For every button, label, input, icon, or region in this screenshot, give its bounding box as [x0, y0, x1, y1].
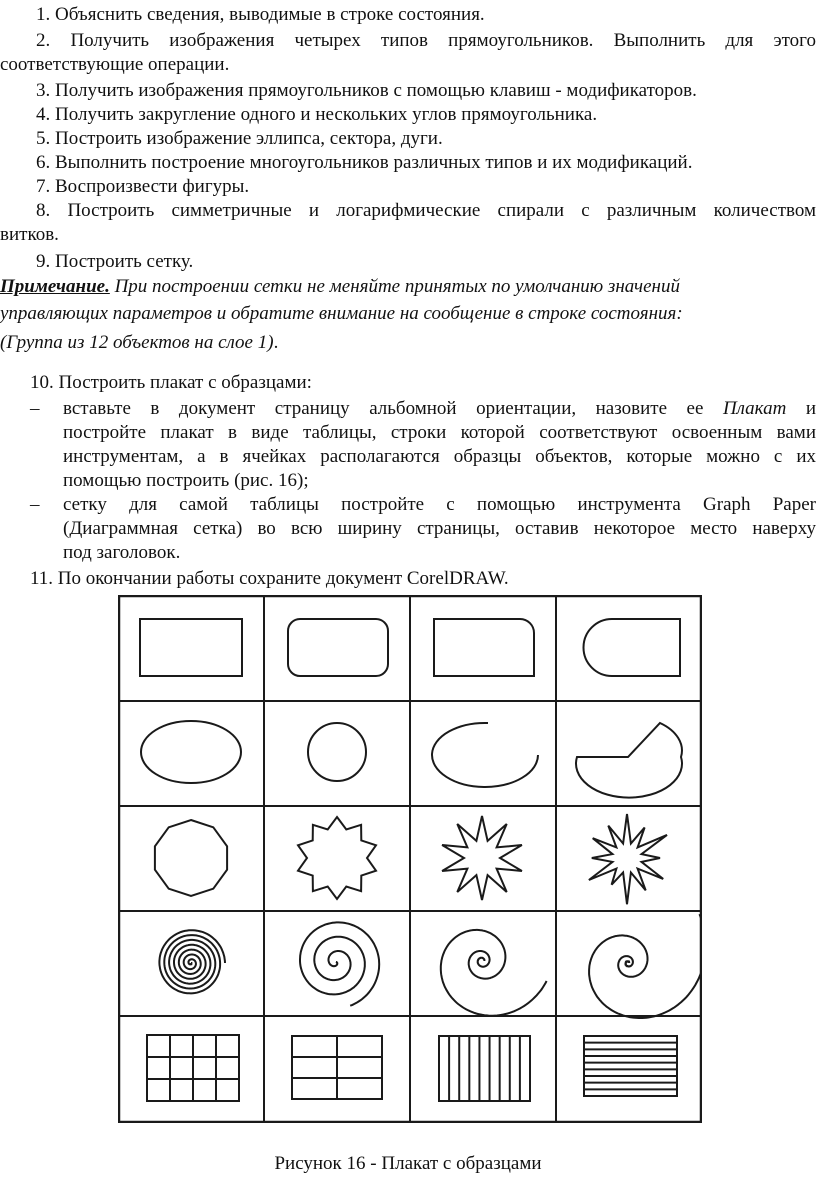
- rectangle-shape: [140, 619, 242, 676]
- note-label: Примечание.: [0, 276, 110, 297]
- circle-shape: [308, 723, 366, 781]
- arc-shape: [432, 723, 538, 787]
- vertical-lines-grid-shape: [439, 1036, 530, 1101]
- bullet-dash-1: –: [30, 398, 40, 419]
- item-text: По окончании работы сохраните документ CorelDRAW.: [57, 568, 509, 589]
- symmetric-spiral-shape: [300, 922, 379, 1005]
- list-item-11: [30, 567, 509, 591]
- item-number: 1.: [36, 4, 51, 25]
- item-number: 9.: [36, 251, 51, 272]
- item-text: Воспроизвести фигуры.: [55, 176, 250, 197]
- bullet-1-line-1: [63, 397, 816, 421]
- item-number: 6.: [36, 152, 51, 173]
- item-text: Получить закругление одного и нескольких углов прямоугольника.: [55, 104, 598, 125]
- star-shape: [442, 816, 522, 900]
- item-text: Объяснить сведения, выводимые в строке состояния.: [55, 4, 485, 25]
- item-number: 11.: [30, 568, 54, 589]
- pie-sector-shape: [576, 723, 682, 798]
- note-status-message: (Группа из 12 объектов на слое 1): [0, 332, 274, 353]
- note-line-1: [0, 275, 680, 299]
- list-item-9: [36, 250, 193, 274]
- ellipse-shape: [141, 721, 241, 783]
- poster-figure: [118, 595, 702, 1123]
- item-text: Построить симметричные и логарифмические спирали с различным количеством: [67, 200, 816, 221]
- grid-4x3-shape: [147, 1035, 239, 1101]
- page-name: Плакат: [722, 398, 787, 419]
- note-line-3: [0, 331, 278, 355]
- list-item-4: [36, 103, 597, 127]
- symmetric-spiral-dense-shape: [159, 930, 225, 993]
- list-item-5: [36, 127, 443, 151]
- list-item-6: [36, 151, 692, 175]
- note-period: .: [273, 332, 279, 353]
- decagon-shape: [155, 820, 227, 896]
- list-item-1: [36, 3, 485, 27]
- bullet-1-line-2: постройте плакат в виде таблицы, строки которой соответствуют освоенным вами: [63, 422, 816, 443]
- item-text: Построить плакат с образцами:: [58, 372, 312, 393]
- logarithmic-spiral-tight-shape: [589, 914, 702, 1018]
- item-text: Построить изображение эллипса, сектора, дуги.: [55, 128, 443, 149]
- list-item-8-cont: витков.: [0, 224, 59, 245]
- note-text: При построении сетки не меняйте принятых по умолчанию значений: [114, 276, 680, 297]
- two-corners-rounded-rectangle-shape: [584, 619, 681, 676]
- list-item-7: [36, 175, 249, 199]
- list-item-10: [30, 371, 312, 395]
- bullet-2-line-1: сетку для самой таблицы постройте с помощью инструмента Graph Paper: [63, 494, 816, 515]
- rounded-rectangle-shape: [288, 619, 388, 676]
- figure-caption: Рисунок 16 - Плакат с образцами: [274, 1153, 542, 1174]
- bullet-text: вставьте в документ страницу альбомной ориентации, назовите ее: [63, 398, 704, 419]
- complex-star-shape: [589, 814, 667, 904]
- bullet-2-line-2: (Диаграммная сетка) во всю ширину страницы, оставив некоторое место наверху: [63, 518, 816, 539]
- item-number: 2.: [36, 30, 51, 51]
- item-number: 10.: [30, 372, 54, 393]
- horizontal-lines-grid-shape: [584, 1036, 677, 1096]
- star-polygon-shape: [298, 817, 376, 899]
- bullet-2-line-3: под заголовок.: [63, 542, 181, 563]
- list-item-3: [36, 79, 697, 103]
- list-item-8: [36, 199, 816, 223]
- bullet-dash-2: –: [30, 494, 40, 515]
- item-text: Получить изображения четырех типов прямоугольников. Выполнить для этого: [70, 30, 816, 51]
- item-number: 4.: [36, 104, 51, 125]
- item-number: 7.: [36, 176, 51, 197]
- note-line-2: управляющих параметров и обратите внимание на сообщение в строке состояния:: [0, 303, 683, 324]
- list-item-2: [36, 29, 816, 53]
- item-text: Выполнить построение многоугольников различных типов и их модификаций.: [55, 152, 693, 173]
- list-item-2-cont: соответствующие операции.: [0, 54, 230, 75]
- bullet-1-line-4: помощью построить (рис. 16);: [63, 470, 309, 491]
- item-number: 3.: [36, 80, 51, 101]
- grid-2x3-shape: [292, 1036, 382, 1099]
- item-number: 5.: [36, 128, 51, 149]
- logarithmic-spiral-shape: [441, 930, 547, 1016]
- item-text: Построить сетку.: [55, 251, 194, 272]
- bullet-1-line-3: инструментам, а в ячейках располагаются образцы объектов, которые можно с их: [63, 446, 816, 467]
- item-text: Получить изображения прямоугольников с помощью клавиш - модификаторов.: [55, 80, 697, 101]
- one-corner-rounded-rectangle-shape: [434, 619, 534, 676]
- item-number: 8.: [36, 200, 51, 221]
- bullet-text: и: [805, 398, 816, 419]
